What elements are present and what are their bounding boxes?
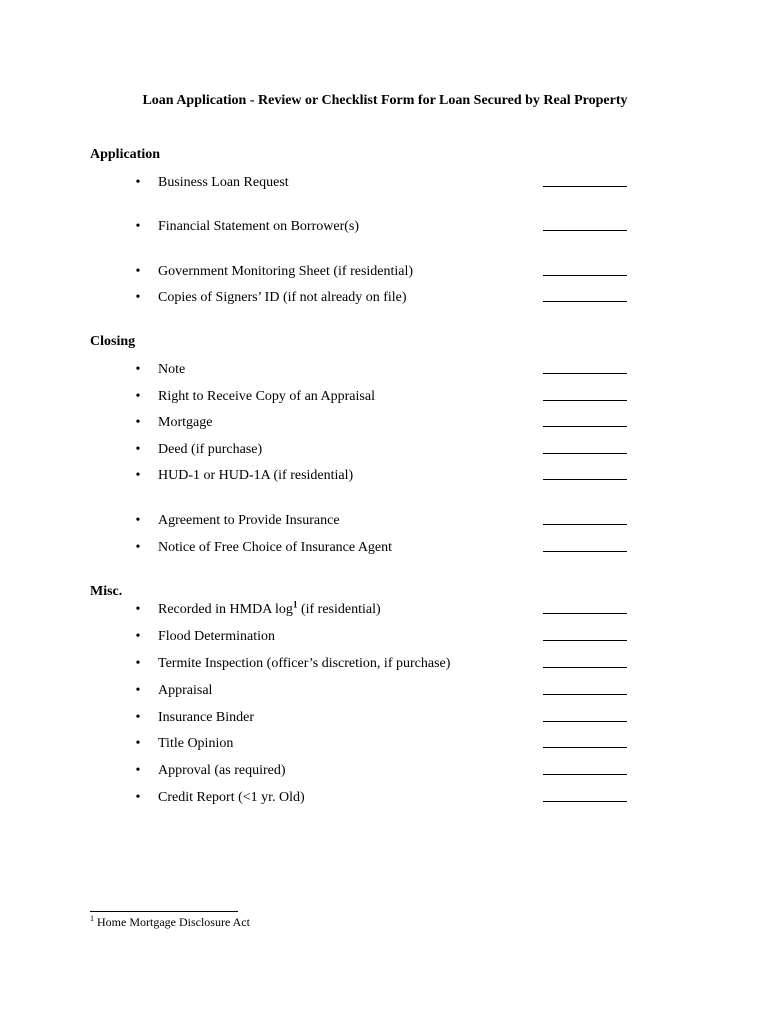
checklist-item [130,734,630,754]
bullet-icon: • [135,683,141,698]
footnote-separator [90,911,238,912]
item-label: Deed (if purchase) [158,442,263,457]
check-line [543,453,627,454]
check-line [543,524,627,525]
check-line [543,747,627,748]
item-label: Insurance Binder [158,710,255,725]
bullet-icon: • [135,736,141,751]
footnote-text: Home Mortgage Disclosure Act [94,915,250,929]
checklist-item [130,173,630,193]
checklist-item [130,761,630,781]
check-line [543,186,627,187]
item-label [158,600,381,620]
check-line [543,774,627,775]
check-line [543,667,627,668]
item-label-text: (if residential) [297,602,381,617]
item-label: Flood Determination [158,629,276,644]
section-heading-application: Application [90,147,161,162]
bullet-icon: • [135,468,141,483]
check-line [543,551,627,552]
check-line [543,230,627,231]
bullet-icon: • [135,656,141,671]
bullet-icon: • [135,763,141,778]
bullet-icon: • [135,389,141,404]
check-line [543,373,627,374]
checklist-item [130,788,630,808]
checklist-item [130,360,630,380]
item-label: Note [158,362,186,377]
bullet-icon: • [135,264,141,279]
section-heading-closing: Closing [90,334,136,349]
checklist-item [130,466,630,486]
check-line [543,694,627,695]
item-label: Title Opinion [158,736,234,751]
checklist-item [130,288,630,308]
checklist-item [130,654,630,674]
footnote [90,915,250,930]
item-label: Business Loan Request [158,175,289,190]
checklist-item [130,217,630,237]
checklist-item [130,538,630,558]
check-line [543,301,627,302]
check-line [543,801,627,802]
bullet-icon: • [135,790,141,805]
document-title: Loan Application - Review or Checklist Form for Loan Secured by Real Property [142,93,628,108]
checklist-item [130,511,630,531]
bullet-icon: • [135,602,141,617]
check-line [543,613,627,614]
item-label: Mortgage [158,415,213,430]
check-line [543,275,627,276]
check-line [543,721,627,722]
checklist-item [130,600,630,620]
item-label: Agreement to Provide Insurance [158,513,340,528]
item-label: Credit Report (<1 yr. Old) [158,790,305,805]
item-label: Government Monitoring Sheet (if residential) [158,264,414,279]
check-line [543,479,627,480]
bullet-icon: • [135,629,141,644]
checklist-item [130,627,630,647]
bullet-icon: • [135,710,141,725]
check-line [543,426,627,427]
bullet-icon: • [135,175,141,190]
check-line [543,400,627,401]
item-label: Termite Inspection (officer’s discretion, if purchase) [158,656,451,671]
item-label-text: Recorded in HMDA log [158,602,293,617]
item-label: Approval (as required) [158,763,286,778]
section-heading-misc: Misc. [90,584,123,599]
bullet-icon: • [135,219,141,234]
item-label: Copies of Signers’ ID (if not already on file) [158,290,407,305]
item-label: Financial Statement on Borrower(s) [158,219,360,234]
bullet-icon: • [135,442,141,457]
footnote-reference: 1 [292,599,298,610]
footnote-marker: 1 [90,914,94,923]
bullet-icon: • [135,513,141,528]
bullet-icon: • [135,362,141,377]
checklist-item [130,708,630,728]
checklist-item [130,440,630,460]
item-label: Right to Receive Copy of an Appraisal [158,389,375,404]
checklist-item [130,413,630,433]
checklist-item [130,387,630,407]
checklist-item [130,681,630,701]
item-label: Notice of Free Choice of Insurance Agent [158,540,393,555]
item-label: Appraisal [158,683,213,698]
checklist-item [130,262,630,282]
item-label: HUD-1 or HUD-1A (if residential) [158,468,354,483]
check-line [543,640,627,641]
bullet-icon: • [135,540,141,555]
bullet-icon: • [135,290,141,305]
bullet-icon: • [135,415,141,430]
